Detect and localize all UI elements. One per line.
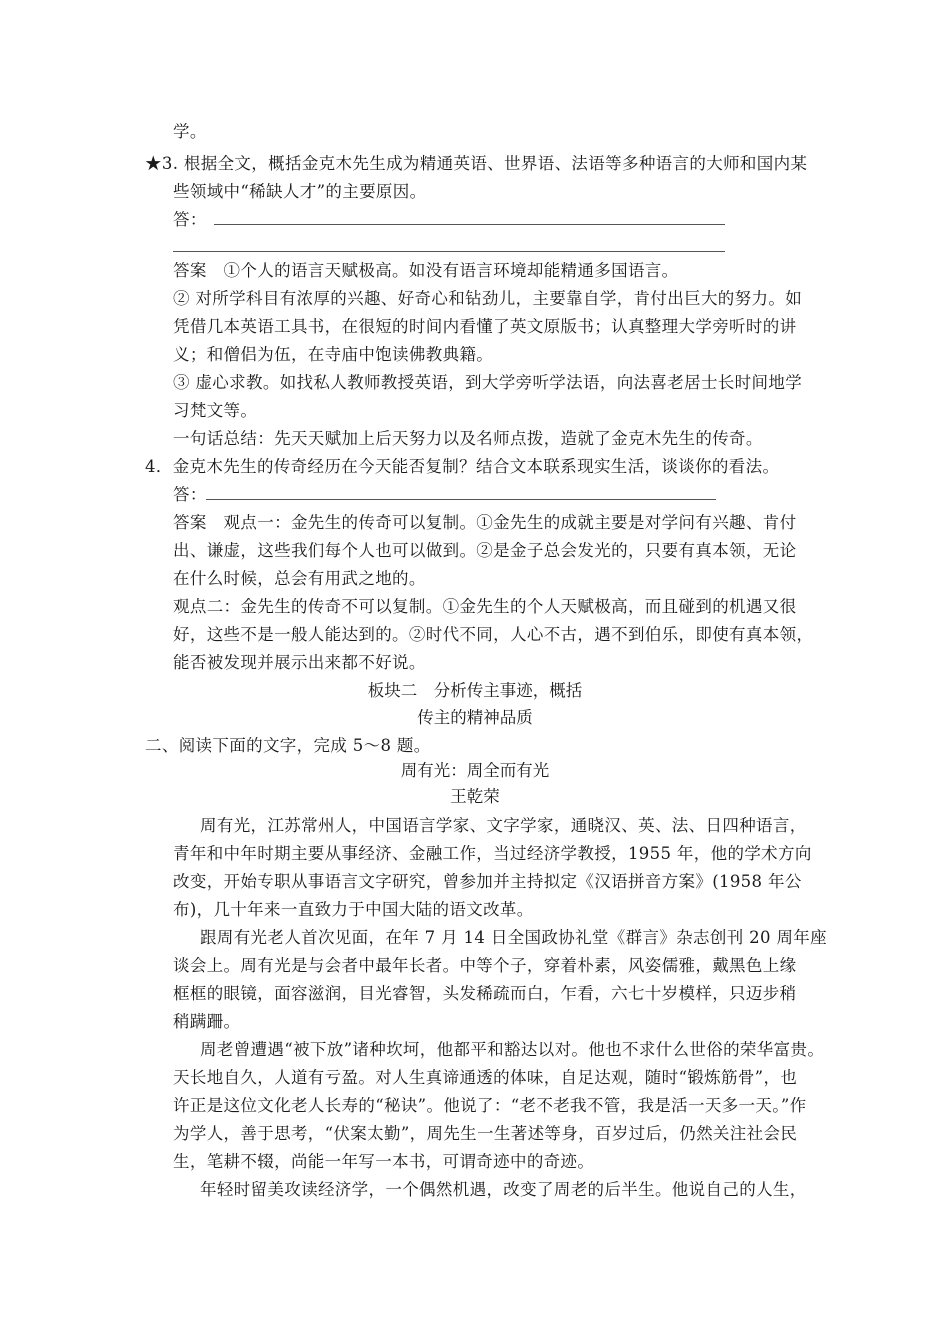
- answer-3-line: 义；和僧侣为伍，在寺庙中饱读佛教典籍。: [173, 345, 494, 364]
- article-line: 生，笔耕不辍，尚能一年写一本书，可谓奇迹中的奇迹。: [173, 1152, 595, 1171]
- article-line: 天长地自久，人道有亏盈。对人生真谛通透的体味，自足达观，随时“锻炼筋骨”，也: [173, 1068, 798, 1087]
- article-line: 周老曾遭遇“被下放”诸种坎坷，他都平和豁达以对。他也不求什么世俗的荣华富贵。: [200, 1040, 825, 1059]
- answer-blank-line: [173, 251, 725, 252]
- answer-prompt-4: 答：: [173, 485, 207, 504]
- article-line: 框框的眼镜，面容滋润，目光睿智，头发稀疏而白，乍看，六七十岁模样，只迈步稍: [173, 984, 797, 1003]
- answer-4-line: 在什么时候，总会有用武之地的。: [173, 569, 426, 588]
- section-title-line-2: 传主的精神品质: [417, 708, 533, 727]
- article-author: 王乾荣: [450, 787, 500, 806]
- article-line: 青年和中年时期主要从事经济、金融工作，当过经济学教授，1955 年，他的学术方向: [173, 844, 812, 863]
- answer-4-line: 出、谦虚，这些我们每个人也可以做到。②是金子总会发光的，只要有真本领，无论: [173, 541, 797, 560]
- article-line: 改变，开始专职从事语言文字研究，曾参加并主持拟定《汉语拼音方案》(1958 年公: [173, 872, 802, 891]
- answer-3-summary: 一句话总结：先天天赋加上后天努力以及名师点拨，造就了金克木先生的传奇。: [173, 429, 763, 448]
- section-title-line-1: 板块二 分析传主事迹，概括: [367, 681, 583, 700]
- question-4: 4．金克木先生的传奇经历在今天能否复制？结合文本联系现实生活，谈谈你的看法。: [145, 457, 780, 476]
- article-title: 周有光：周全而有光: [400, 761, 550, 780]
- answer-4-line: 好，这些不是一般人能达到的。②时代不同，人心不古，遇不到伯乐，即使有真本领，: [173, 625, 814, 644]
- answer-3-line: 凭借几本英语工具书，在很短的时间内看懂了英文原版书；认真整理大学旁听时的讲: [173, 317, 797, 336]
- article-line: 许正是这位文化老人长寿的“秘诀”。他说了：“老不老我不管，我是活一天多一天。”作: [173, 1096, 807, 1115]
- answer-3-line: 答案 ①个人的语言天赋极高。如没有语言环境却能精通多国语言。: [173, 261, 679, 280]
- answer-3-line: ② 对所学科目有浓厚的兴趣、好奇心和钻劲儿，主要靠自学，肯付出巨大的努力。如: [173, 289, 803, 308]
- answer-4-line: 能否被发现并展示出来都不好说。: [173, 653, 426, 672]
- answer-4-line: 观点二：金先生的传奇不可以复制。①金先生的个人天赋极高，而且碰到的机遇又很: [173, 597, 797, 616]
- answer-4-line: 答案 观点一：金先生的传奇可以复制。①金先生的成就主要是对学问有兴趣、肯付: [173, 513, 797, 532]
- answer-prompt-3: 答：: [173, 210, 207, 229]
- article-line: 稍蹒跚。: [173, 1012, 241, 1031]
- article-line: 为学人，善于思考，“伏案太勤”，周先生一生著述等身，百岁过后，仍然关注社会民: [173, 1124, 798, 1143]
- article-line: 跟周有光老人首次见面，在年 7 月 14 日全国政协礼堂《群言》杂志创刊 20 周年座: [200, 928, 828, 947]
- prev-text-tail: 学。: [173, 122, 207, 141]
- answer-blank-line: [206, 499, 716, 500]
- answer-3-line: ③ 虚心求教。如找私人教师教授英语，到大学旁听学法语，向法喜老居士长时间地学: [173, 373, 803, 392]
- question-3-line-2: 些领域中“稀缺人才”的主要原因。: [173, 182, 427, 201]
- article-line: 谈会上。周有光是与会者中最年长者。中等个子，穿着朴素，风姿儒雅，戴黑色上缘: [173, 956, 797, 975]
- article-line: 布)，几十年来一直致力于中国大陆的语文改革。: [173, 900, 534, 919]
- section-instruction: 二、阅读下面的文字，完成 5～8 题。: [145, 736, 431, 755]
- answer-blank-line: [214, 224, 725, 225]
- question-3-line-1: ★3. 根据全文，概括金克木先生成为精通英语、世界语、法语等多种语言的大师和国内某: [145, 154, 808, 173]
- answer-3-line: 习梵文等。: [173, 401, 258, 420]
- article-line: 年轻时留美攻读经济学，一个偶然机遇，改变了周老的后半生。他说自己的人生，: [200, 1180, 807, 1199]
- article-line: 周有光，江苏常州人，中国语言学家、文字学家，通晓汉、英、法、日四种语言，: [200, 816, 807, 835]
